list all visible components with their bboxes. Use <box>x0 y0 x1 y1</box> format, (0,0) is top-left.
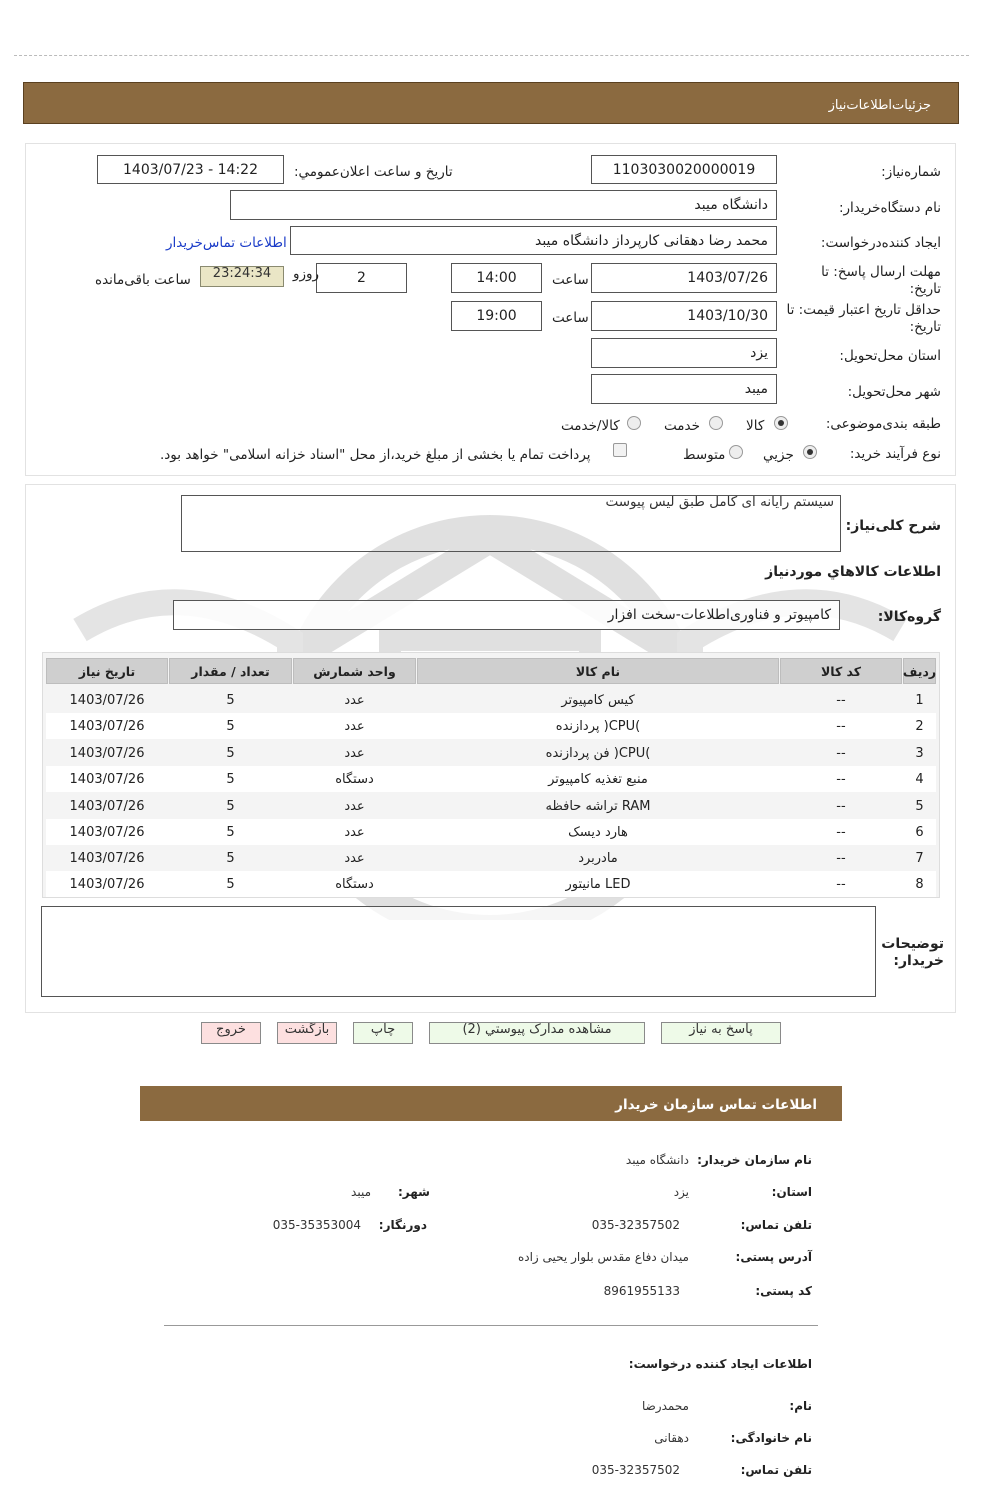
page-title: جزئیات‌اطلاعات‌نیاز <box>828 98 931 113</box>
cell-qty: 5 <box>226 692 235 708</box>
cell-row: 8 <box>915 876 924 892</box>
contact-postal-value: 8961955133 <box>603 1284 680 1298</box>
cell-unit: عدد <box>344 798 365 814</box>
cell-date: 1403/07/26 <box>69 718 145 734</box>
cell-row: 4 <box>915 771 924 787</box>
contact-fax-label: دورنگار: <box>378 1218 427 1232</box>
validity-date-field: 1403/10/30 <box>591 301 777 331</box>
category-service-label: خدمت <box>664 418 700 434</box>
category-goods-service-radio[interactable] <box>627 416 641 430</box>
back-button[interactable]: بازگشت <box>277 1022 337 1044</box>
treasury-payment-note: پرداخت تمام یا بخشی از مبلغ خرید،از محل "اسناد خزانه اسلامی" خواهد بود. <box>160 447 591 463</box>
remaining-timer: 23:24:34 <box>200 266 284 287</box>
col-header-code: کد کالا <box>780 658 902 684</box>
need-number-field: 1103030020000019 <box>591 155 777 184</box>
table-row <box>46 871 936 897</box>
table-row <box>46 687 936 713</box>
cell-name: مانیتور LED <box>565 876 631 892</box>
deadline-time-field: 14:00 <box>451 263 542 293</box>
creator-name-value: محمدرضا <box>641 1399 689 1413</box>
cell-code: -- <box>836 718 846 734</box>
treasury-payment-checkbox[interactable] <box>613 443 627 457</box>
cell-code: -- <box>836 798 846 814</box>
cell-code: -- <box>836 850 846 866</box>
cell-unit: عدد <box>344 824 365 840</box>
days-remaining-field: 2 <box>316 263 407 293</box>
deadline-time-label: ساعت <box>552 272 589 288</box>
creator-field: محمد رضا دهقانی کارپرداز دانشگاه میبد <box>290 226 777 255</box>
cell-date: 1403/07/26 <box>69 798 145 814</box>
deadline-date-field: 1403/07/26 <box>591 263 777 293</box>
cell-qty: 5 <box>226 798 235 814</box>
creator-section-title: اطلاعات ایجاد کننده درخواست: <box>628 1357 812 1371</box>
city-field: میبد <box>591 374 777 404</box>
cell-name: فن پردازنده )CPU( <box>545 745 651 761</box>
cell-name: مادربرد <box>578 850 618 866</box>
cell-row: 7 <box>915 850 924 866</box>
col-header-unit: واحد شمارش <box>293 658 416 684</box>
table-row <box>46 766 936 792</box>
cell-date: 1403/07/26 <box>69 771 145 787</box>
validity-time-label: ساعت <box>552 310 589 326</box>
reply-button[interactable]: پاسخ به نیاز <box>661 1022 781 1044</box>
cell-row: 6 <box>915 824 924 840</box>
col-header-name: نام کالا <box>417 658 779 684</box>
table-row <box>46 845 936 871</box>
cell-code: -- <box>836 692 846 708</box>
category-service-radio[interactable] <box>709 416 723 430</box>
city-label: شهر محل‌تحویل: <box>847 384 941 400</box>
province-field: یزد <box>591 338 777 368</box>
cell-date: 1403/07/26 <box>69 824 145 840</box>
contact-address-label: آدرس پستی: <box>735 1250 812 1264</box>
goods-group-label: گروه‌کالا: <box>877 609 941 625</box>
cell-name: تراشه حافظه RAM <box>545 798 651 814</box>
summary-textarea[interactable]: سیستم رایانه ای کامل طبق لیس پیوست <box>181 495 841 552</box>
cell-qty: 5 <box>226 771 235 787</box>
contact-address-value: میدان دفاع مقدس بلوار یحیی زاده <box>517 1250 689 1264</box>
contact-province-value: یزد <box>673 1185 689 1199</box>
cell-date: 1403/07/26 <box>69 876 145 892</box>
cell-code: -- <box>836 771 846 787</box>
cell-date: 1403/07/26 <box>69 745 145 761</box>
cell-qty: 5 <box>226 824 235 840</box>
cell-name: هارد دیسک <box>568 824 628 840</box>
contact-divider <box>164 1325 818 1326</box>
creator-name-label: نام: <box>789 1399 812 1413</box>
top-divider <box>14 55 969 56</box>
contact-section-title: اطلاعات تماس سازمان خریدار <box>615 1097 817 1113</box>
contact-city-label: شهر: <box>398 1185 430 1199</box>
creator-family-label: نام خانوادگی: <box>730 1431 812 1445</box>
cell-code: -- <box>836 824 846 840</box>
cell-code: -- <box>836 876 846 892</box>
table-row <box>46 713 936 739</box>
contact-province-label: استان: <box>771 1185 812 1199</box>
cell-qty: 5 <box>226 745 235 761</box>
cell-qty: 5 <box>226 876 235 892</box>
cell-date: 1403/07/26 <box>69 692 145 708</box>
category-goods-radio[interactable] <box>774 416 788 430</box>
col-header-qty: تعداد / مقدار <box>169 658 292 684</box>
table-row <box>46 793 936 819</box>
goods-table <box>42 652 940 898</box>
col-header-date: تاریخ نیاز <box>46 658 168 684</box>
print-button[interactable]: چاپ <box>353 1022 413 1044</box>
cell-name: پردازنده )CPU( <box>555 718 641 734</box>
cell-name: کیس کامپیوتر <box>561 692 635 708</box>
creator-phone-value: 035-32357502 <box>591 1463 680 1477</box>
cell-qty: 5 <box>226 850 235 866</box>
cell-unit: عدد <box>344 692 365 708</box>
page-header <box>23 82 959 124</box>
category-goods-service-label: کالا/خدمت <box>561 418 620 434</box>
contact-postal-label: کد پستی: <box>755 1284 812 1298</box>
buyer-org-field: دانشگاه میبد <box>230 190 777 220</box>
buyer-org-label: نام دستگاه‌خریدار: <box>838 200 941 216</box>
announce-datetime-field: 1403/07/23 - 14:22 <box>97 155 284 184</box>
process-medium-label: متوسط <box>683 447 726 463</box>
cell-date: 1403/07/26 <box>69 850 145 866</box>
cell-unit: دستگاه <box>335 771 374 787</box>
contact-phone-value: 035-32357502 <box>591 1218 680 1232</box>
col-header-row: ردیف <box>903 658 936 684</box>
buyer-notes-textarea[interactable] <box>41 906 876 997</box>
cell-code: -- <box>836 745 846 761</box>
remaining-label: ساعت باقی‌مانده <box>95 272 191 288</box>
process-medium-radio[interactable] <box>729 445 743 459</box>
cell-row: 2 <box>915 718 924 734</box>
category-label: طبقه بندی‌موضوعی: <box>825 416 941 432</box>
cell-unit: عدد <box>344 745 365 761</box>
process-label: نوع فرآیند خرید: <box>849 446 941 462</box>
cell-unit: عدد <box>344 718 365 734</box>
need-number-label: شماره‌نیاز: <box>881 164 941 180</box>
category-goods-label: کالا <box>746 418 765 434</box>
creator-phone-label: تلفن تماس: <box>740 1463 812 1477</box>
creator-family-value: دهقانی <box>654 1431 689 1445</box>
view-attachments-button[interactable]: مشاهده مدارک پیوستي (2) <box>429 1022 645 1044</box>
contact-phone-label: تلفن تماس: <box>740 1218 812 1232</box>
table-row <box>46 740 936 766</box>
deadline-label: مهلت ارسال پاسخ: تا تاریخ: <box>821 264 941 297</box>
cell-name: منبع تغذیه کامپیوتر <box>548 771 648 787</box>
announce-label: تاریخ و ساعت اعلان‌عمومي: <box>294 164 453 180</box>
goods-group-field: کامپیوتر و فناوری‌اطلاعات-سخت افزار <box>173 600 840 630</box>
province-label: استان محل‌تحویل: <box>839 348 941 364</box>
validity-label: حداقل تاریخ اعتبار قیمت: تا تاریخ: <box>786 302 941 335</box>
contact-org-value: دانشگاه میبد <box>625 1153 689 1167</box>
buyer-notes-label: توضیحات خریدار: <box>881 936 944 969</box>
contact-section-header <box>140 1086 842 1121</box>
contact-org-label: نام سازمان خریدار: <box>697 1153 812 1167</box>
contact-fax-value: 035-35353004 <box>272 1218 361 1232</box>
buyer-contact-link[interactable]: اطلاعات تماس‌خریدار <box>166 235 287 251</box>
cell-row: 5 <box>915 798 924 814</box>
cell-row: 3 <box>915 745 924 761</box>
table-row <box>46 819 936 845</box>
summary-label: شرح کلی‌نیاز: <box>845 518 941 534</box>
creator-label: ایجاد کننده‌درخواست: <box>820 235 941 251</box>
goods-info-heading: اطلاعات کالاهاي مورد‌نیاز <box>765 564 941 580</box>
cell-unit: دستگاه <box>335 876 374 892</box>
cell-qty: 5 <box>226 718 235 734</box>
exit-button[interactable]: خروج <box>201 1022 261 1044</box>
days-label: روزو <box>293 266 320 282</box>
process-minor-radio[interactable] <box>803 445 817 459</box>
validity-time-field: 19:00 <box>451 301 542 331</box>
cell-unit: عدد <box>344 850 365 866</box>
process-minor-label: جزیي <box>763 447 794 463</box>
cell-row: 1 <box>915 692 924 708</box>
contact-city-value: میبد <box>351 1185 371 1199</box>
